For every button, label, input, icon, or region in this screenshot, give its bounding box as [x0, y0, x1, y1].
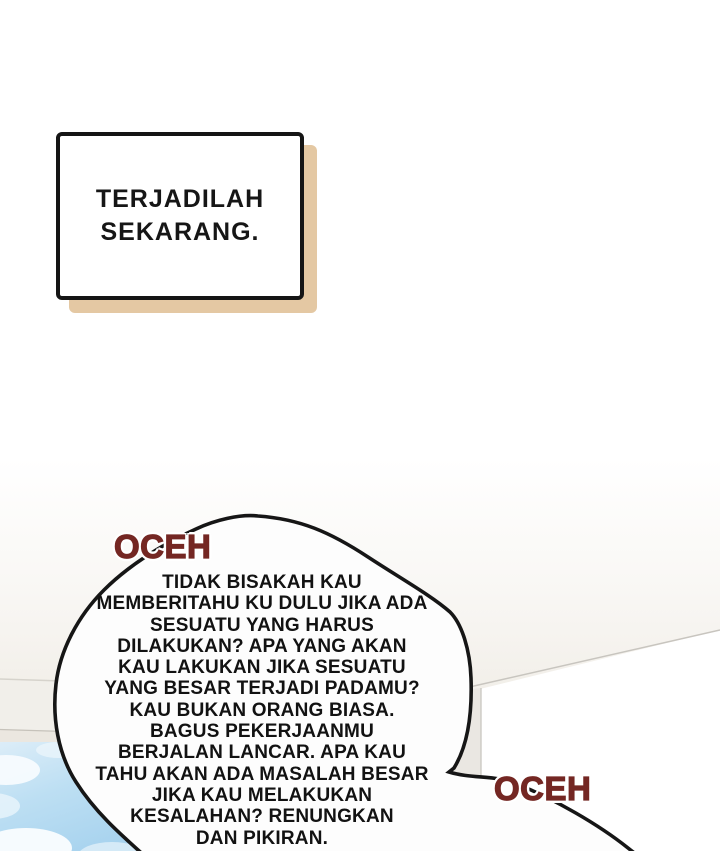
speech-line: BERJALAN LANCAR. APA KAU — [117, 742, 407, 764]
speech-line: SESUATU YANG HARUS — [150, 614, 374, 636]
caption-line: SEKARANG. — [100, 218, 260, 246]
speech-bubble-text — [32, 572, 492, 849]
speech-line: TIDAK BISAKAH KAU — [162, 572, 362, 593]
caption-line: TERJADILAH — [95, 185, 265, 213]
speech-line: KESALAHAN? RENUNGKAN — [130, 806, 394, 828]
speech-line: DAN PIKIRAN. — [195, 827, 329, 849]
sfx-oceh-bottom: OCEH — [494, 770, 592, 807]
speech-line: YANG BESAR TERJADI PADAMU? — [104, 678, 420, 700]
speech-line: BAGUS PEKERJAANMU — [149, 721, 375, 743]
speech-line: TAHU AKAN ADA MASALAH BESAR — [95, 763, 429, 785]
caption-box — [56, 132, 304, 300]
sfx-oceh-top: OCEH — [114, 528, 212, 565]
speech-line: MEMBERITAHU KU DULU JIKA ADA — [96, 593, 428, 615]
speech-line: JIKA KAU MELAKUKAN — [151, 784, 373, 806]
speech-line: KAU BUKAN ORANG BIASA. — [129, 699, 395, 721]
speech-line: KAU LAKUKAN JIKA SESUATU — [118, 657, 406, 679]
speech-line: DILAKUKAN? APA YANG AKAN — [117, 635, 407, 657]
